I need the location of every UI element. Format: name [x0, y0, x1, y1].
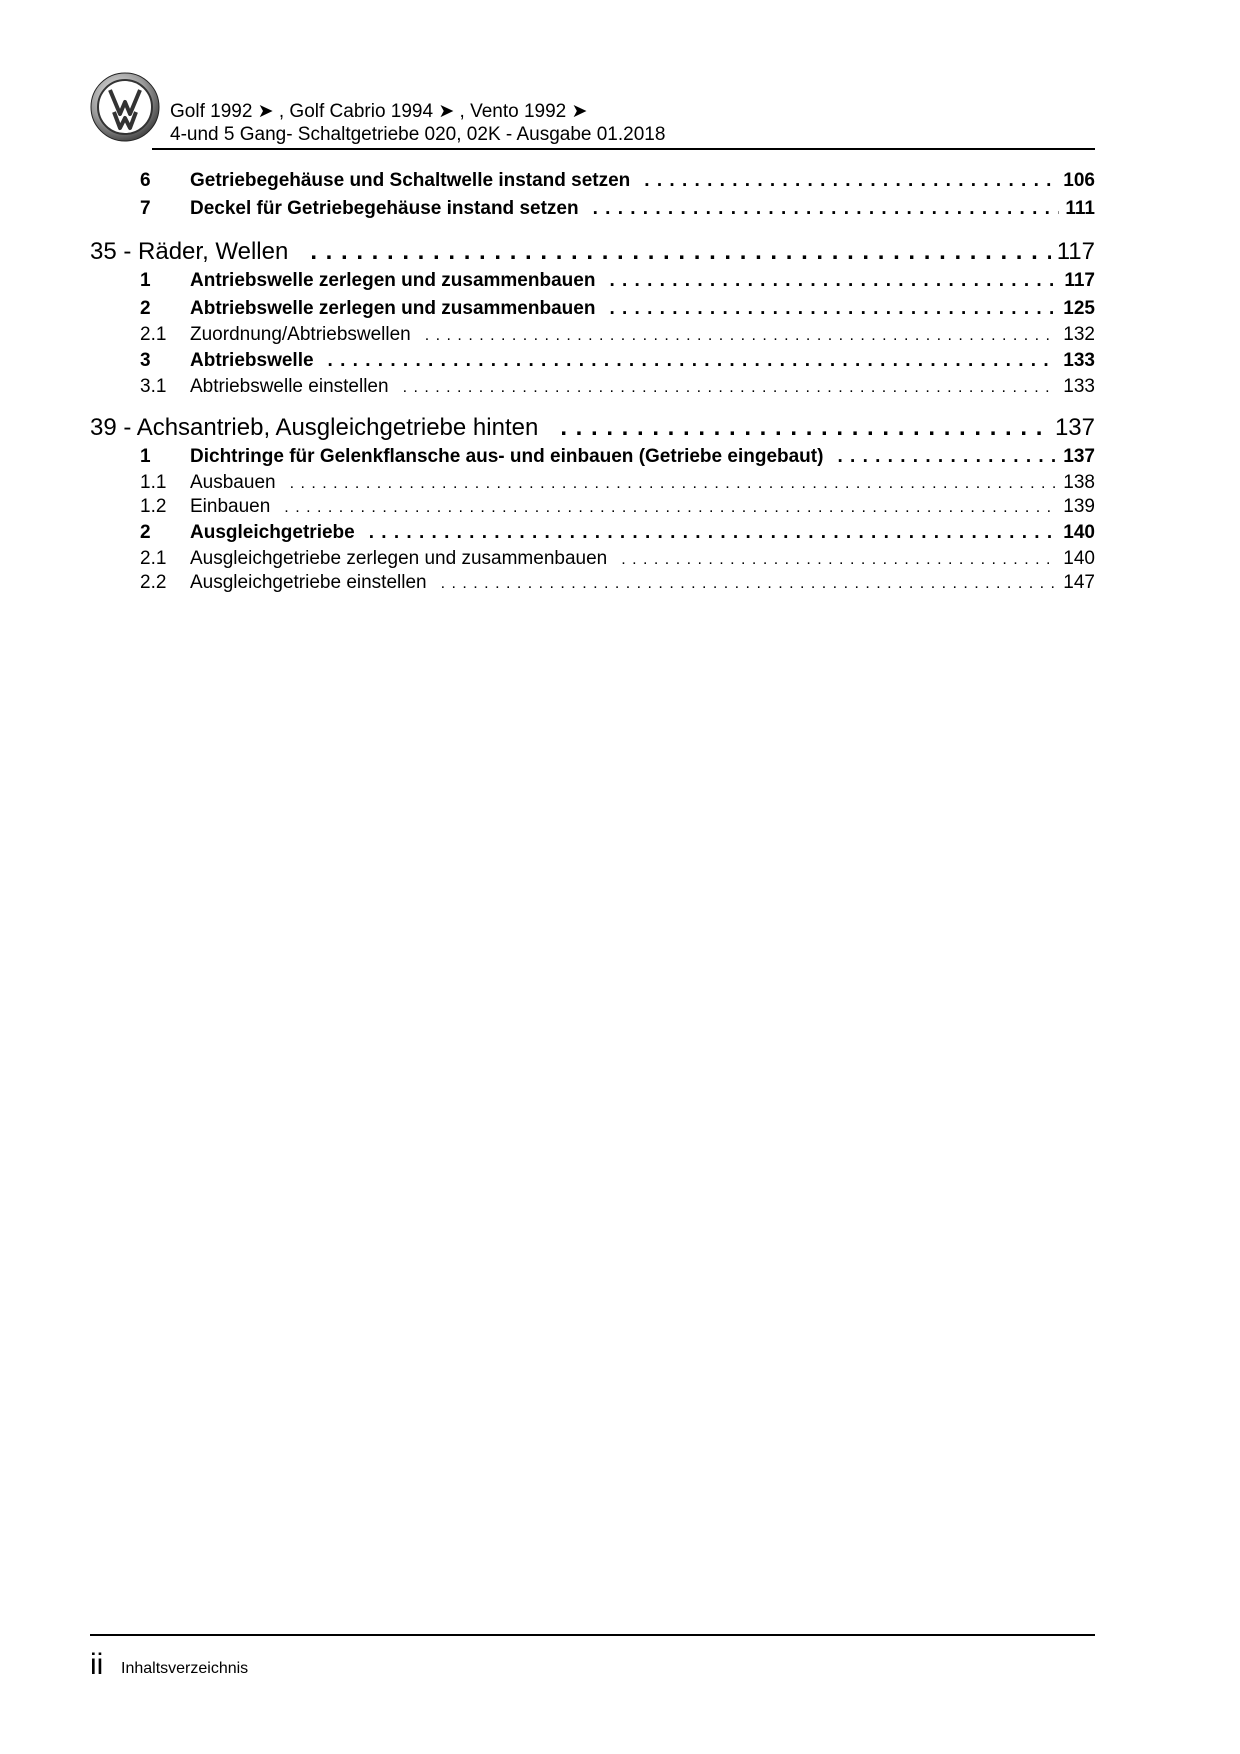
toc-leader-dots: [310, 238, 1050, 266]
toc-entry-number: 1: [140, 446, 151, 467]
header-divider: [152, 148, 1095, 150]
toc-leader-dots: [403, 379, 1058, 397]
toc-entry[interactable]: [90, 572, 1095, 596]
toc-entry-page: 137: [1063, 446, 1095, 467]
toc-leader-dots: [284, 499, 1057, 517]
toc-leader-dots: [621, 551, 1057, 569]
toc-entry[interactable]: [90, 496, 1095, 520]
toc-leader-dots: [593, 198, 1060, 220]
toc-entry-number: 7: [140, 198, 151, 219]
toc-entry[interactable]: [90, 548, 1095, 572]
page-header: [90, 72, 1095, 152]
toc-entry-page: 117: [1056, 238, 1095, 265]
toc-entry-page: 133: [1063, 376, 1095, 397]
toc-entry-page: 125: [1063, 298, 1095, 319]
toc-chapter-entry[interactable]: [90, 238, 1095, 268]
toc-entry-page: 117: [1064, 270, 1095, 291]
toc-entry-title: Abtriebswelle zerlegen und zusammenbauen: [190, 298, 596, 319]
toc-entry-page: 139: [1063, 496, 1095, 517]
toc-entry[interactable]: [90, 522, 1095, 548]
toc-entry-title: Dichtringe für Gelenkflansche aus- und einbauen (Getriebe eingebaut): [190, 446, 824, 467]
toc-entry-number: 2.2: [140, 572, 167, 593]
header-manual-title: 4-und 5 Gang- Schaltgetriebe 020, 02K - Ausgabe 01.2018: [170, 124, 666, 145]
toc-entry-title: Abtriebswelle einstellen: [190, 376, 389, 397]
toc-entry-title: Einbauen: [190, 496, 271, 517]
toc-entry-title: 39 - Achsantrieb, Ausgleichgetriebe hinten: [90, 414, 539, 441]
toc-leader-dots: [425, 327, 1058, 345]
table-of-contents: [90, 170, 1095, 596]
toc-entry[interactable]: [90, 198, 1095, 224]
toc-entry-number: 2: [140, 298, 151, 319]
footer-divider: [90, 1634, 1095, 1636]
toc-entry-page: 140: [1063, 522, 1095, 543]
toc-entry[interactable]: [90, 446, 1095, 472]
toc-entry-page: 106: [1063, 170, 1095, 191]
toc-entry[interactable]: [90, 350, 1095, 376]
toc-leader-dots: [609, 270, 1058, 292]
footer-page-number: ii: [90, 1648, 104, 1681]
toc-entry[interactable]: [90, 270, 1095, 296]
toc-leader-dots: [609, 298, 1057, 320]
vw-logo-icon: [90, 72, 160, 142]
toc-entry[interactable]: [90, 376, 1095, 400]
toc-leader-dots: [644, 170, 1057, 192]
toc-leader-dots: [290, 475, 1058, 493]
toc-entry-page: 147: [1063, 572, 1095, 593]
toc-entry-page: 132: [1063, 324, 1095, 345]
toc-entry-number: 3.1: [140, 376, 167, 397]
toc-entry-number: 2.1: [140, 548, 167, 569]
toc-entry-page: 140: [1063, 548, 1095, 569]
toc-entry-title: Antriebswelle zerlegen und zusammenbauen: [190, 270, 596, 291]
toc-entry-page: 138: [1063, 472, 1095, 493]
toc-entry-title: Zuordnung/Abtriebswellen: [190, 324, 411, 345]
toc-entry[interactable]: [90, 170, 1095, 196]
toc-entry-number: 2: [140, 522, 151, 543]
toc-leader-dots: [560, 414, 1049, 442]
header-vehicle-models: Golf 1992 ➤ , Golf Cabrio 1994 ➤ , Vento 1992 ➤: [170, 101, 588, 122]
toc-leader-dots: [328, 350, 1058, 372]
toc-entry-number: 1: [140, 270, 151, 291]
toc-entry[interactable]: [90, 324, 1095, 348]
toc-entry[interactable]: [90, 472, 1095, 496]
toc-entry-number: 3: [140, 350, 151, 371]
toc-entry-number: 1.1: [140, 472, 167, 493]
toc-entry-page: 111: [1065, 198, 1095, 219]
toc-entry-number: 6: [140, 170, 151, 191]
toc-leader-dots: [837, 446, 1057, 468]
toc-entry-page: 137: [1054, 414, 1095, 441]
toc-chapter-entry[interactable]: [90, 414, 1095, 444]
toc-leader-dots: [441, 575, 1058, 593]
toc-entry-title: Ausgleichgetriebe: [190, 522, 355, 543]
toc-entry-title: Ausbauen: [190, 472, 276, 493]
toc-entry[interactable]: [90, 298, 1095, 324]
toc-entry-title: Deckel für Getriebegehäuse instand setzen: [190, 198, 579, 219]
toc-entry-title: Ausgleichgetriebe zerlegen und zusammenbauen: [190, 548, 608, 569]
toc-entry-title: Abtriebswelle: [190, 350, 314, 371]
toc-entry-page: 133: [1063, 350, 1095, 371]
toc-leader-dots: [369, 522, 1058, 544]
toc-entry-number: 1.2: [140, 496, 167, 517]
toc-entry-title: Getriebegehäuse und Schaltwelle instand setzen: [190, 170, 631, 191]
toc-entry-title: 35 - Räder, Wellen: [90, 238, 289, 265]
toc-entry-number: 2.1: [140, 324, 167, 345]
footer-section-title: Inhaltsverzeichnis: [121, 1660, 249, 1677]
toc-entry-title: Ausgleichgetriebe einstellen: [190, 572, 427, 593]
